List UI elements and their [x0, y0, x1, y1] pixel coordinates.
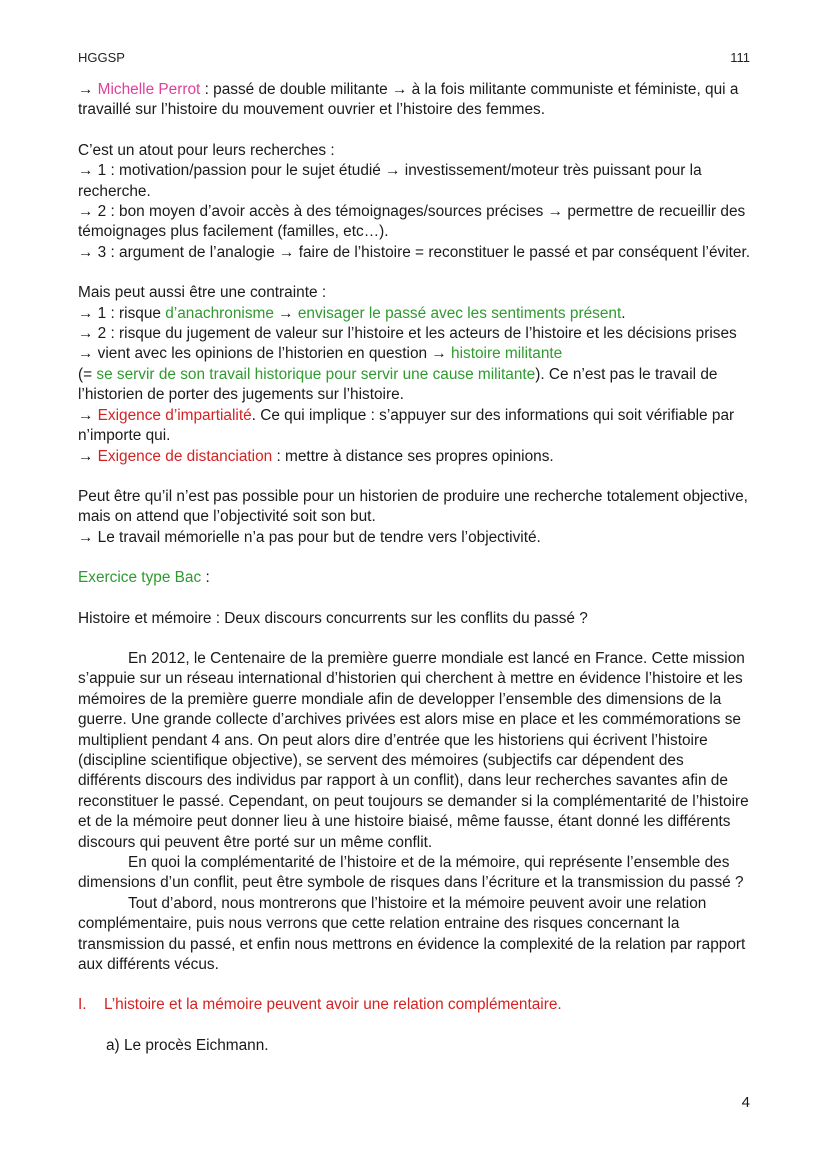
part-1-heading [78, 995, 750, 1015]
histoire-militante-term: histoire militante [451, 345, 563, 363]
exercice-subject: Histoire et mémoire : Deux discours concurrents sur les conflits du passé ? [78, 609, 588, 627]
exercice-title: Exercice type Bac : [78, 569, 210, 587]
atout-item-2: → 2 : bon moyen d’avoir accès à des témoignages/sources précises → permettre de recueillir des témoignages plus facilement (familles, etc…). [78, 203, 746, 241]
anachronisme-definition: envisager le passé avec les sentiments présent [297, 304, 622, 322]
annonce-plan-paragraph: Tout d’abord, nous montrerons que l’histoire et la mémoire peuvent avoir une relation complémentaire, puis nous verrons que cette relation entraine des risques concernant la transmission du passé, et enfin nous mettrons en évidence la complexité de la relation par rapport aux différents vécus. [78, 894, 746, 974]
distanciation-term: Exigence de distanciation [97, 447, 273, 465]
atout-item-1: → 1 : motivation/passion pour le sujet étudié → investissement/moteur très puissant pour la recherche. [78, 162, 702, 200]
anachronisme-term: d’anachronisme [165, 304, 274, 322]
header-page-ref: 111 [730, 50, 750, 65]
part-1-subheading-a: a) Le procès Eichmann. [106, 1036, 269, 1054]
perrot-paragraph [78, 80, 750, 121]
arrow: → [78, 81, 94, 98]
document-body [78, 80, 750, 1056]
page-number: 4 [741, 1094, 750, 1111]
part-1-title: L’histoire et la mémoire peuvent avoir une relation complémentaire. [104, 996, 562, 1014]
histoire-militante-definition: se servir de son travail historique pour servir une cause militante [96, 365, 536, 383]
contrainte-item-4: → Exigence de distanciation : mettre à distance ses propres opinions. [78, 447, 554, 465]
objectivite-note: → Le travail mémorielle n’a pas pour but de tendre vers l’objectivité. [78, 528, 541, 546]
problematique-paragraph: En quoi la complémentarité de l’histoire et de la mémoire, qui représente l’ensemble des dimensions d’un conflit, peut être symbole de risques dans l’écriture et la transmission du passé ? [78, 854, 744, 892]
part-1-number: I. [78, 996, 87, 1014]
contrainte-intro: Mais peut aussi être une contrainte : [78, 284, 327, 302]
contrainte-item-1: → 1 : risque d’anachronisme → envisager le passé avec les sentiments présent. [78, 304, 626, 322]
perrot-name: Michelle Perrot [97, 81, 201, 98]
objectivite-text: Peut être qu’il n’est pas possible pour un historien de produire une recherche totalement objective, mais on attend que l’objectivité soit son but. [78, 487, 748, 526]
atout-item-3: → 3 : argument de l’analogie → faire de l’histoire = reconstituer le passé et par conséquent l’éviter. [78, 243, 751, 261]
intro-paragraph-1: En 2012, le Centenaire de la première guerre mondiale est lancé en France. Cette mission s’appuie sur un réseau international d’historien qui cherchent à mettre en évidence l’histoire et les mémoires de la première guerre mondiale afin de developper l’ensemble des dimensions de la guerre. Une grande collecte d’archives privées est alors mise en place et les commémorations se multiplient pendant 4 ans. On peut alors dire d’entrée que les historiens qui écrivent l’histoire (discipline scientifique objective), se servent des mémoires (subjectifs car dépendent des différents discours des individus par rapport à un conflit), dans leur recherches savantes afin de reconstituer le passé. Cependant, on peut toujours se demander si la complémentarité de l’histoire et de la mémoire peut donner lieu à une histoire biaisé, même fausse, étant donné les différents discours qui peuvent être porté sur un même conflit. [78, 649, 749, 851]
atout-intro: C’est un atout pour leurs recherches : [78, 141, 335, 159]
contrainte-item-3: → Exigence d’impartialité. Ce qui implique : s’appuyer sur des informations qui soit vérifiable par n’importe qui. [78, 406, 735, 445]
header-subject: HGGSP [78, 50, 125, 65]
perrot-text: : passé de double militante → à la fois militante communiste et féministe, qui a travaillé sur l’histoire du mouvement ouvrier et l’histoire des femmes. [78, 81, 739, 119]
impartialite-term: Exigence d’impartialité [97, 406, 252, 424]
contrainte-item-2: → 2 : risque du jugement de valeur sur l’histoire et les acteurs de l’histoire et les décisions prises → vient avec les opinions de l’historien en question → histoire militante (= se servir de son travail historique pour servir une cause militante). Ce n’est pas le travail de l’historien de porter des jugements sur l’histoire. [78, 325, 737, 404]
